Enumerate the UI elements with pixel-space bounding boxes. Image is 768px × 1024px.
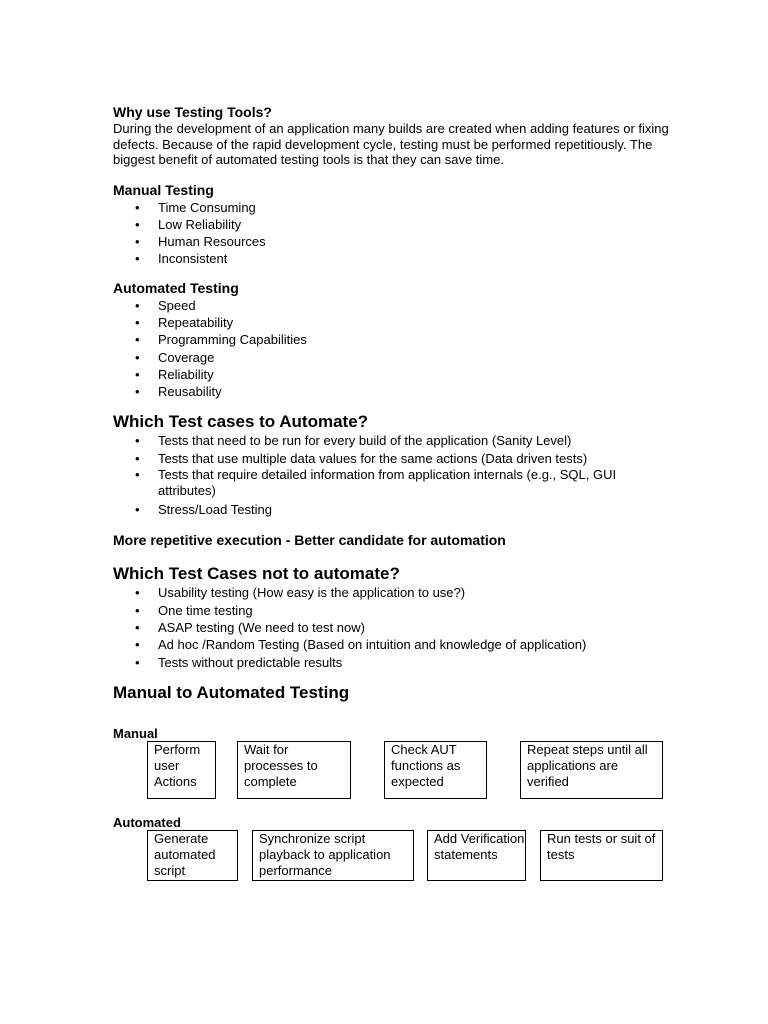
- list-item: • Reliability: [113, 366, 673, 383]
- automated-step-box: Run tests or suit of tests: [540, 830, 663, 881]
- list-item: • Inconsistent: [113, 250, 673, 267]
- list-item: • Usability testing (How easy is the application to use?): [113, 584, 673, 601]
- list-item: • Stress/Load Testing: [113, 501, 673, 518]
- which-automate-heading: Which Test cases to Automate?: [113, 412, 369, 432]
- manual-step-box: Perform user Actions: [147, 741, 216, 799]
- list-item: • Coverage: [113, 349, 673, 366]
- manual-flow-label: Manual: [113, 726, 158, 741]
- automated-testing-list: [113, 297, 673, 401]
- manual-step-box: Wait for processes to complete: [237, 741, 351, 799]
- list-item: • Reusability: [113, 383, 673, 400]
- manual-step-box: Repeat steps until all applications are verified: [520, 741, 663, 799]
- document-body: [113, 104, 673, 703]
- manual-testing-heading: Manual Testing: [113, 181, 214, 198]
- list-item: • Low Reliability: [113, 216, 673, 233]
- list-item: • Tests that need to be run for every build of the application (Sanity Level): [113, 432, 673, 449]
- automation-note: More repetitive execution - Better candidate for automation: [113, 532, 506, 549]
- list-item: • Tests without predictable results: [113, 654, 673, 671]
- list-item: • Ad hoc /Random Testing (Based on intuition and knowledge of application): [113, 636, 673, 653]
- not-automate-heading: Which Test Cases not to automate?: [113, 564, 400, 584]
- list-item: • Tests that require detailed information from application internals (e.g., SQL, GUI attributes): [113, 467, 673, 501]
- automated-step-box: Generate automated script: [147, 830, 238, 881]
- list-item: • Speed: [113, 297, 673, 314]
- automated-step-box: Synchronize script playback to application performance: [252, 830, 414, 881]
- why-paragraph: During the development of an application many builds are created when adding features or fixing defects. Because of the rapid development cycle, testing must be performed repetitiously. The biggest benefit of automated testing tools is that they can save time.: [113, 121, 669, 167]
- list-item: • ASAP testing (We need to test now): [113, 619, 673, 636]
- why-heading: Why use Testing Tools?: [113, 104, 272, 120]
- list-item: • Tests that use multiple data values for the same actions (Data driven tests): [113, 450, 673, 467]
- automated-flow-label: Automated: [113, 815, 181, 830]
- list-item: • Human Resources: [113, 233, 673, 250]
- manual-step-box: Check AUT functions as expected: [384, 741, 487, 799]
- automated-testing-heading: Automated Testing: [113, 279, 239, 296]
- list-item: • Time Consuming: [113, 199, 673, 216]
- list-item: • Repeatability: [113, 314, 673, 331]
- flow-heading: Manual to Automated Testing: [113, 682, 350, 702]
- not-automate-list: [113, 584, 673, 670]
- which-automate-list: [113, 432, 673, 518]
- automated-step-box: Add Verification statements: [427, 830, 526, 881]
- manual-testing-list: [113, 199, 673, 268]
- list-item: • One time testing: [113, 602, 673, 619]
- list-item: • Programming Capabilities: [113, 331, 673, 348]
